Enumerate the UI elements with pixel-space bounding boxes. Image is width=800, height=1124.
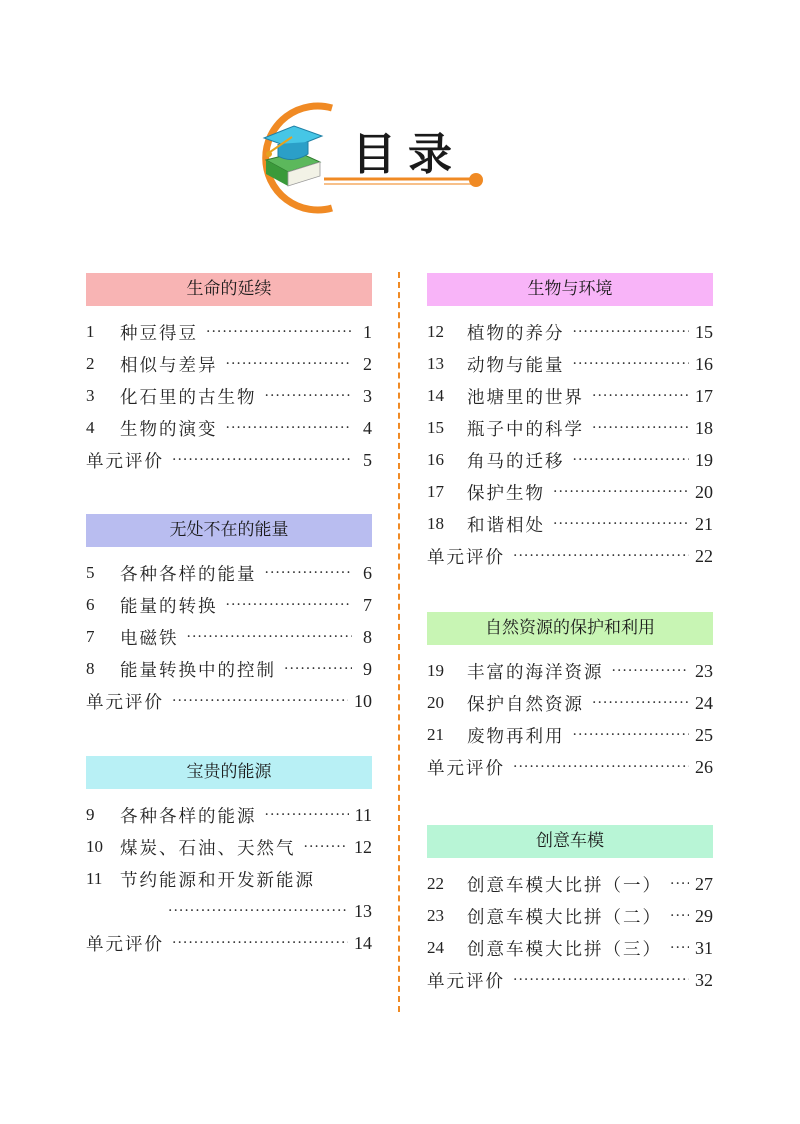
toc-entry[interactable] bbox=[86, 557, 372, 589]
leader-dots bbox=[612, 663, 690, 679]
entry-title: 保护生物 bbox=[467, 483, 545, 504]
entry-number: 19 bbox=[427, 661, 444, 680]
unit-header: 生命的延续 bbox=[86, 273, 372, 306]
entry-number: 4 bbox=[86, 418, 95, 437]
entry-number: 6 bbox=[86, 595, 95, 614]
toc-entry[interactable] bbox=[86, 380, 372, 412]
toc-entry[interactable] bbox=[427, 932, 713, 964]
entry-number: 21 bbox=[427, 725, 444, 744]
entry-number: 1 bbox=[86, 322, 95, 341]
leader-dots bbox=[513, 972, 689, 988]
entry-page: 4 bbox=[363, 417, 372, 438]
entry-title: 煤炭、石油、天然气 bbox=[120, 838, 296, 859]
leader-dots bbox=[304, 839, 349, 855]
leader-dots bbox=[670, 908, 689, 924]
entry-number: 5 bbox=[86, 563, 95, 582]
entry-number: 15 bbox=[427, 418, 444, 437]
column-divider bbox=[398, 272, 400, 1012]
entry-title: 各种各样的能源 bbox=[120, 806, 257, 827]
leader-dots bbox=[553, 484, 689, 500]
toc-entry-review[interactable] bbox=[86, 927, 372, 959]
entry-number: 7 bbox=[86, 627, 95, 646]
toc-entry[interactable] bbox=[86, 621, 372, 653]
entry-number: 18 bbox=[427, 514, 444, 533]
entry-page: 6 bbox=[363, 562, 372, 583]
entry-page: 24 bbox=[695, 692, 713, 713]
leader-dots bbox=[265, 807, 349, 823]
leader-dots bbox=[573, 452, 690, 468]
unit-section bbox=[427, 825, 713, 996]
toc-entry[interactable] bbox=[86, 348, 372, 380]
toc-entry[interactable] bbox=[86, 653, 372, 685]
entry-title: 瓶子中的科学 bbox=[467, 419, 584, 440]
leader-dots bbox=[513, 548, 689, 564]
entry-title: 单元评价 bbox=[86, 451, 164, 472]
toc-entry-continuation[interactable] bbox=[86, 895, 372, 927]
entry-page: 22 bbox=[695, 545, 713, 566]
entry-title: 和谐相处 bbox=[467, 515, 545, 536]
entry-number: 23 bbox=[427, 906, 444, 925]
entry-title: 各种各样的能量 bbox=[120, 564, 257, 585]
leader-dots bbox=[284, 661, 352, 677]
entry-title: 相似与差异 bbox=[120, 355, 218, 376]
unit-section bbox=[86, 514, 372, 717]
entry-title: 角马的迁移 bbox=[467, 451, 565, 472]
entry-page: 2 bbox=[363, 353, 372, 374]
entry-page: 14 bbox=[354, 932, 372, 953]
entry-title: 保护自然资源 bbox=[467, 694, 584, 715]
entry-page: 9 bbox=[363, 658, 372, 679]
entry-number: 22 bbox=[427, 874, 444, 893]
toc-entry[interactable] bbox=[86, 589, 372, 621]
unit-header: 生物与环境 bbox=[427, 273, 713, 306]
entry-number: 17 bbox=[427, 482, 444, 501]
entry-title: 植物的养分 bbox=[467, 323, 565, 344]
page-title: 目录 bbox=[352, 129, 464, 180]
entry-page: 17 bbox=[695, 385, 713, 406]
unit-section bbox=[427, 612, 713, 783]
entry-title: 单元评价 bbox=[86, 934, 164, 955]
entry-number: 9 bbox=[86, 805, 95, 824]
toc-entry[interactable] bbox=[427, 508, 713, 540]
entry-page: 27 bbox=[695, 873, 713, 894]
entry-title: 种豆得豆 bbox=[120, 323, 198, 344]
entry-page: 3 bbox=[363, 385, 372, 406]
entry-title: 电磁铁 bbox=[120, 628, 179, 649]
entry-title: 节约能源和开发新能源 bbox=[120, 870, 315, 891]
toc-entry[interactable] bbox=[427, 868, 713, 900]
leader-dots bbox=[592, 420, 689, 436]
entry-page: 32 bbox=[695, 969, 713, 990]
leader-dots bbox=[513, 759, 689, 775]
entry-title: 单元评价 bbox=[427, 758, 505, 779]
entry-page: 29 bbox=[695, 905, 713, 926]
toc-entry[interactable] bbox=[86, 412, 372, 444]
leader-dots bbox=[592, 695, 689, 711]
toc-entry[interactable] bbox=[86, 316, 372, 348]
toc-entry[interactable] bbox=[427, 316, 713, 348]
entry-title: 化石里的古生物 bbox=[120, 387, 257, 408]
toc-entry[interactable] bbox=[427, 348, 713, 380]
entry-page: 7 bbox=[363, 594, 372, 615]
leader-dots bbox=[573, 727, 690, 743]
entry-page: 15 bbox=[695, 321, 713, 342]
leader-dots bbox=[592, 388, 689, 404]
entry-number: 12 bbox=[427, 322, 444, 341]
toc-entry-review[interactable] bbox=[86, 444, 372, 476]
entry-title: 单元评价 bbox=[427, 547, 505, 568]
leader-dots bbox=[670, 876, 689, 892]
entry-page: 23 bbox=[695, 660, 713, 681]
entry-page: 11 bbox=[354, 804, 372, 825]
unit-header: 宝贵的能源 bbox=[86, 756, 372, 789]
leader-dots bbox=[172, 452, 352, 468]
entry-title: 生物的演变 bbox=[120, 419, 218, 440]
entry-page: 13 bbox=[354, 900, 372, 921]
entry-number: 8 bbox=[86, 659, 95, 678]
toc-entry[interactable] bbox=[427, 900, 713, 932]
toc-entry[interactable] bbox=[427, 380, 713, 412]
toc-entry-review[interactable] bbox=[427, 540, 713, 572]
entry-title: 创意车模大比拼（一） bbox=[467, 875, 662, 896]
entry-title: 单元评价 bbox=[86, 692, 164, 713]
toc-entry[interactable] bbox=[427, 687, 713, 719]
entry-page: 21 bbox=[695, 513, 713, 534]
entry-number: 2 bbox=[86, 354, 95, 373]
toc-entry[interactable] bbox=[427, 412, 713, 444]
unit-section bbox=[86, 756, 372, 959]
toc-entry-review[interactable] bbox=[427, 751, 713, 783]
entry-title: 创意车模大比拼（二） bbox=[467, 907, 662, 928]
leader-dots bbox=[573, 356, 690, 372]
leader-dots bbox=[573, 324, 690, 340]
entry-title: 池塘里的世界 bbox=[467, 387, 584, 408]
leader-dots bbox=[172, 693, 348, 709]
entry-page: 19 bbox=[695, 449, 713, 470]
unit-header: 无处不在的能量 bbox=[86, 514, 372, 547]
unit-header: 自然资源的保护和利用 bbox=[427, 612, 713, 645]
entry-page: 31 bbox=[695, 937, 713, 958]
entry-number: 24 bbox=[427, 938, 444, 957]
toc-entry[interactable] bbox=[86, 863, 372, 895]
entry-page: 12 bbox=[354, 836, 372, 857]
toc-entry[interactable] bbox=[427, 476, 713, 508]
entry-page: 26 bbox=[695, 756, 713, 777]
entry-page: 16 bbox=[695, 353, 713, 374]
entry-page: 18 bbox=[695, 417, 713, 438]
toc-entry[interactable] bbox=[427, 444, 713, 476]
leader-dots bbox=[226, 356, 353, 372]
toc-entry[interactable] bbox=[427, 655, 713, 687]
leader-dots bbox=[226, 420, 353, 436]
entry-title: 创意车模大比拼（三） bbox=[467, 939, 662, 960]
entry-page: 8 bbox=[363, 626, 372, 647]
unit-section bbox=[86, 273, 372, 476]
entry-number: 11 bbox=[86, 869, 103, 888]
entry-number: 13 bbox=[427, 354, 444, 373]
entry-page: 20 bbox=[695, 481, 713, 502]
entry-number: 3 bbox=[86, 386, 95, 405]
entry-page: 1 bbox=[363, 321, 372, 342]
toc-entry-review[interactable] bbox=[86, 685, 372, 717]
leader-dots bbox=[172, 935, 348, 951]
leader-dots bbox=[226, 597, 353, 613]
toc-entry-review[interactable] bbox=[427, 964, 713, 996]
leader-dots bbox=[206, 324, 352, 340]
entry-title: 动物与能量 bbox=[467, 355, 565, 376]
entry-page: 5 bbox=[363, 449, 372, 470]
toc-entry[interactable] bbox=[86, 799, 372, 831]
entry-title: 废物再利用 bbox=[467, 726, 565, 747]
leader-dots bbox=[265, 565, 353, 581]
entry-title: 丰富的海洋资源 bbox=[467, 662, 604, 683]
leader-dots bbox=[168, 903, 348, 919]
toc-entry[interactable] bbox=[427, 719, 713, 751]
leader-dots bbox=[265, 388, 353, 404]
unit-header: 创意车模 bbox=[427, 825, 713, 858]
leader-dots bbox=[670, 940, 689, 956]
entry-title: 能量的转换 bbox=[120, 596, 218, 617]
entry-page: 25 bbox=[695, 724, 713, 745]
unit-section bbox=[427, 273, 713, 572]
entry-title: 能量转换中的控制 bbox=[120, 660, 276, 681]
entry-number: 16 bbox=[427, 450, 444, 469]
leader-dots bbox=[187, 629, 353, 645]
entry-number: 20 bbox=[427, 693, 444, 712]
entry-number: 10 bbox=[86, 837, 103, 856]
toc-entry[interactable] bbox=[86, 831, 372, 863]
entry-page: 10 bbox=[354, 690, 372, 711]
leader-dots bbox=[553, 516, 689, 532]
entry-title: 单元评价 bbox=[427, 971, 505, 992]
entry-number: 14 bbox=[427, 386, 444, 405]
